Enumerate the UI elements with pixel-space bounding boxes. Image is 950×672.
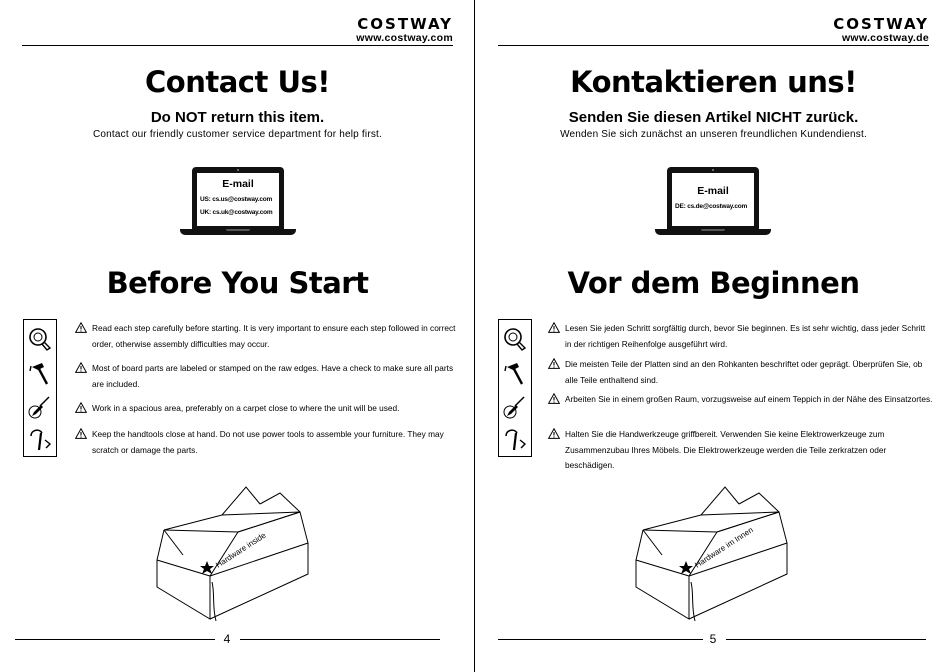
instruction-item xyxy=(75,427,460,458)
brand-logo: COSTWAY xyxy=(357,15,453,33)
footer-rule xyxy=(15,639,215,640)
instruction-text: Keep the handtools close at hand. Do not use power tools to assemble your furniture. They may scratch or damage the parts. xyxy=(92,429,444,455)
laptop-email-illustration xyxy=(655,167,771,237)
brand-url: www.costway.de xyxy=(841,32,929,44)
section-title: Vor dem Beginnen xyxy=(567,266,860,300)
instruction-item xyxy=(548,321,933,352)
tape-measure-icon xyxy=(502,326,528,352)
instruction-text: Work in a spacious area, preferably on a carpet close to where the unit will be used. xyxy=(92,403,400,413)
manual-page-right xyxy=(476,0,950,672)
brand-url: www.costway.com xyxy=(356,32,453,44)
hammer-icon xyxy=(502,360,528,386)
laptop-base xyxy=(180,229,296,235)
instruction-text: Read each step carefully before starting. It is very important to ensure each step followed in correct order, otherwise assembly difficulties may occur. xyxy=(92,323,456,349)
page-number: 4 xyxy=(223,632,231,646)
footer-rule xyxy=(726,639,926,640)
open-box-illustration xyxy=(629,482,789,622)
tools-panel xyxy=(498,319,532,457)
contact-note: Contact our friendly customer service department for help first. xyxy=(92,129,383,140)
tools-panel xyxy=(23,319,57,457)
laptop-screen xyxy=(192,167,284,229)
instruction-item xyxy=(75,361,460,392)
email-line-us: US: cs.us@costway.com xyxy=(200,196,273,203)
instruction-text: Die meisten Teile der Platten sind an den Rohkanten beschriftet oder geprägt. Überprüfen Sie, ob alle Teile enthaltend sind. xyxy=(565,359,923,385)
contact-note: Wenden Sie sich zunächst an unseren freundlichen Kundendienst. xyxy=(560,129,867,140)
box-label: Hardware inside xyxy=(214,530,268,570)
instruction-item xyxy=(548,392,933,408)
email-label: E-mail xyxy=(222,178,254,190)
instruction-text: Arbeiten Sie in einem großen Raum, vorzugsweise auf einem Teppich in der Nähe des Einsatzortes. xyxy=(565,394,933,404)
warning-subtitle: Do NOT return this item. xyxy=(150,109,325,126)
warning-icon xyxy=(548,428,560,439)
footer-rule xyxy=(240,639,440,640)
warning-subtitle: Senden Sie diesen Artikel NICHT zurück. xyxy=(568,109,859,126)
warning-icon xyxy=(548,322,560,333)
warning-icon xyxy=(75,322,87,333)
instruction-item xyxy=(548,357,933,388)
section-title: Before You Start xyxy=(106,266,369,300)
warning-icon xyxy=(548,358,560,369)
warning-icon xyxy=(75,402,87,413)
header-rule xyxy=(22,45,453,46)
page-number: 5 xyxy=(709,632,717,646)
instruction-item xyxy=(75,321,460,352)
email-label: E-mail xyxy=(697,185,729,197)
instruction-text: Most of board parts are labeled or stamped on the raw edges. Have a check to make sure all parts are included. xyxy=(92,363,454,389)
laptop-screen xyxy=(667,167,759,229)
screwdriver-icon xyxy=(27,394,53,420)
instruction-item xyxy=(75,401,460,417)
brand-header xyxy=(833,16,929,44)
warning-icon xyxy=(75,428,87,439)
instruction-item xyxy=(548,427,933,474)
box-label: Hardware im Innen xyxy=(693,525,755,570)
email-line-uk: UK: cs.uk@costway.com xyxy=(200,209,273,216)
page-title: Kontaktieren uns! xyxy=(570,65,857,99)
email-line-de: DE: cs.de@costway.com xyxy=(675,203,748,210)
tape-measure-icon xyxy=(27,326,53,352)
hammer-icon xyxy=(27,360,53,386)
warning-icon xyxy=(548,393,560,404)
instruction-text: Halten Sie die Handwerkzeuge griffbereit. Verwenden Sie keine Elektrowerkzeuge zum Zusammenzubau Ihres Möbels. Die Elektrowerkzeuge werden die Teile zerkratzen oder beschädigen. xyxy=(565,429,887,470)
laptop-base xyxy=(655,229,771,235)
brand-logo: COSTWAY xyxy=(833,15,929,33)
laptop-email-illustration xyxy=(180,167,296,237)
instruction-text: Lesen Sie jeden Schritt sorgfältig durch, bevor Sie beginnen. Es ist sehr wichtig, dass jeder Schritt in der richtigen Reihenfolge ausgeführt wird. xyxy=(565,323,926,349)
screwdriver-icon xyxy=(502,394,528,420)
wrench-icon xyxy=(502,426,528,452)
warning-icon xyxy=(75,362,87,373)
footer-rule xyxy=(498,639,703,640)
open-box-illustration xyxy=(150,482,310,622)
brand-header xyxy=(356,16,453,44)
header-rule xyxy=(498,45,929,46)
wrench-icon xyxy=(27,426,53,452)
page-title: Contact Us! xyxy=(145,65,330,99)
